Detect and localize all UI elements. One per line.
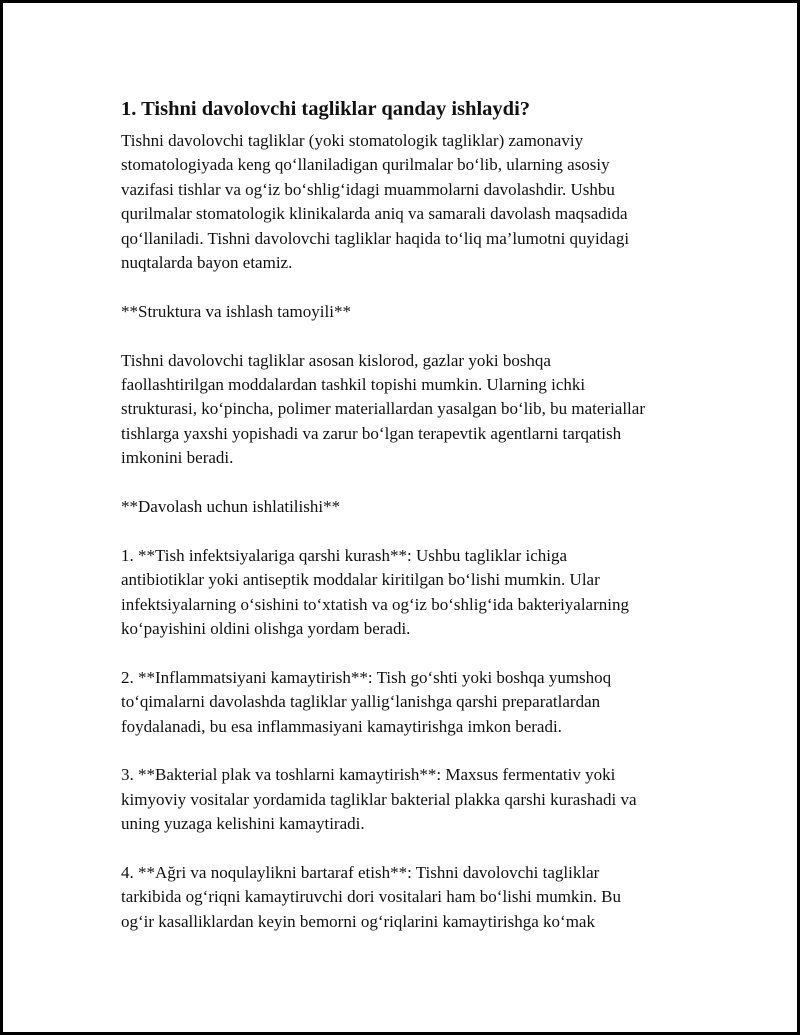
text-line: infektsiyalarning o‘sishini to‘xtatish va og‘iz bo‘shlig‘ida bakteriyalarning [121, 594, 629, 614]
text-line: imkonini beradi. [121, 448, 234, 468]
text-line: ko‘payishini oldini olishga yordam beradi. [121, 619, 411, 639]
text-line: antibiotiklar yoki antiseptik moddalar kiritilgan bo‘lishi mumkin. Ular [121, 570, 600, 590]
text-line: tarkibida og‘riqni kamaytiruvchi dori vositalari ham bo‘lishi mumkin. Bu [121, 887, 621, 907]
text-line: 4. **Ağri va noqulaylikni bartaraf etish**: Tishni davolovchi tagliklar [121, 863, 600, 883]
text-line: **Struktura va ishlash tamoyili** [121, 301, 351, 321]
section-heading-structure [121, 300, 721, 324]
list-item-3 [121, 763, 721, 836]
text-line: **Davolash uchun ishlatilishi** [121, 497, 341, 517]
document-body [121, 95, 721, 934]
text-line: vazifasi tishlar va og‘iz bo‘shlig‘idagi muammolarni davolashdir. Ushbu [121, 179, 615, 199]
text-line: og‘ir kasalliklardan keyin bemorni og‘riqlarini kamaytirishga ko‘mak [121, 911, 595, 931]
text-line: strukturasi, ko‘pincha, polimer materiallardan yasalgan bo‘lib, bu materiallar [121, 399, 645, 419]
section-heading-usage [121, 495, 721, 519]
intro-paragraph [121, 129, 721, 275]
text-line: qurilmalar stomatologik klinikalarda aniq va samarali davolash maqsadida [121, 204, 628, 224]
text-line: uning yuzaga kelishini kamaytiradi. [121, 814, 365, 834]
text-line: qo‘llaniladi. Tishni davolovchi tagliklar haqida to‘liq ma’lumotni quyidagi [121, 228, 630, 248]
list-item-1 [121, 544, 721, 642]
text-line: 2. **Inflammatsiyani kamaytirish**: Tish go‘shti yoki boshqa yumshoq [121, 667, 612, 687]
text-line: 3. **Bakterial plak va toshlarni kamaytirish**: Maxsus fermentativ yoki [121, 765, 616, 785]
text-line: stomatologiyada keng qo‘llaniladigan qurilmalar bo‘lib, ularning asosiy [121, 155, 610, 175]
list-item-2 [121, 666, 721, 739]
text-line: to‘qimalarni davolashda tagliklar yallig‘lanishga qarshi preparatlardan [121, 692, 601, 712]
text-line: faollashtirilgan moddalardan tashkil topishi mumkin. Ularning ichki [121, 375, 586, 395]
structure-paragraph [121, 349, 721, 471]
text-line: nuqtalarda bayon etamiz. [121, 253, 293, 273]
text-line: tishlarga yaxshi yopishadi va zarur bo‘lgan terapevtik agentlarni tarqatish [121, 423, 622, 443]
text-line: Tishni davolovchi tagliklar (yoki stomatologik tagliklar) zamonaviy [121, 131, 584, 150]
document-title: 1. Tishni davolovchi tagliklar qanday ishlaydi? [121, 98, 531, 120]
text-line: Tishni davolovchi tagliklar asosan kislorod, gazlar yoki boshqa [121, 350, 551, 370]
list-item-4 [121, 861, 721, 934]
text-line: foydalanadi, bu esa inflammasiyani kamaytirishga imkon beradi. [121, 716, 562, 736]
text-line: kimyoviy vositalar yordamida tagliklar bakterial plakka qarshi kurashadi va [121, 789, 637, 809]
text-line: 1. **Tish infektsiyalariga qarshi kurash**: Ushbu tagliklar ichiga [121, 545, 568, 565]
